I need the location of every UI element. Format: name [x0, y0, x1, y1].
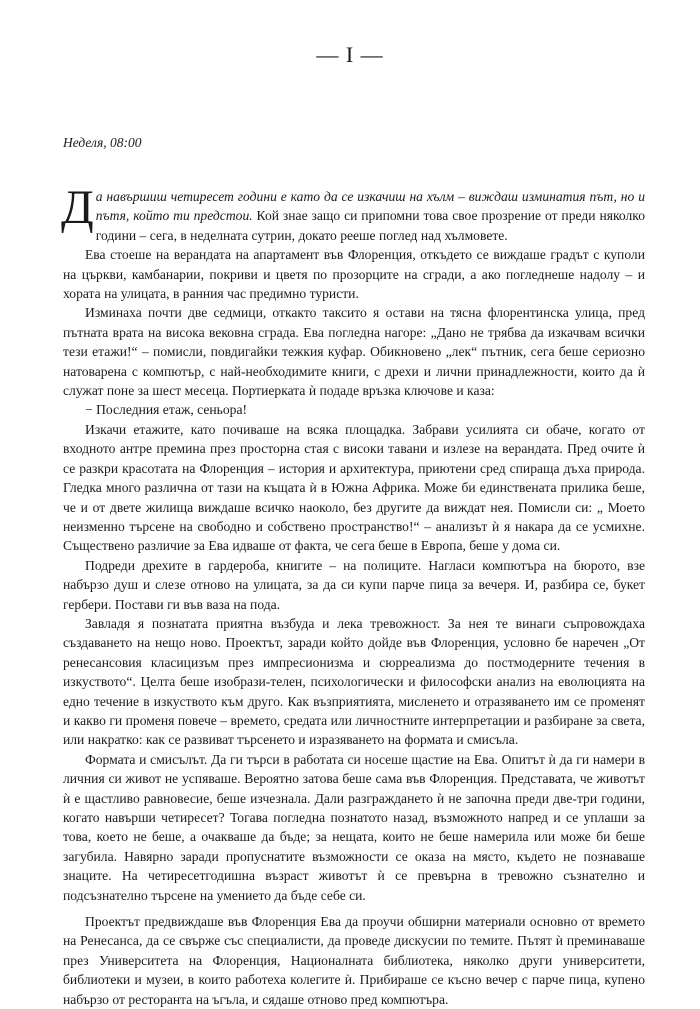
paragraph-6: Подреди дрехите в гардероба, книгите – на полиците. Нагласи компютъра на бюрото, взе набързо душ и слезе отново на улицата, за да си купи парче пица за вечеря. И, разбира се, букет гербери. Постави ги във ваза на пода.	[63, 557, 645, 612]
paragraph-1	[61, 181, 645, 245]
dateline: Неделя, 08:00	[63, 135, 142, 150]
drop-cap: Д	[61, 181, 94, 234]
paragraph-3: Изминаха почти две седмици, откакто таксито я остави на тясна флорентинска улица, пред пътната врата на висока вековна сграда. Ева погледна нагоре: „Дано не трябва да изкачвам всички тези етажи!“ – помисли, повдигайки тежкия куфар. Обикновено „лек“ пътник, сега беше сериозно натоварена с компютър, с най-необходимите книги, с дрехи и лични принадлежности, които да ѝ служат поне за шест месеца. Портиерката ѝ подаде връзка ключове и каза:	[63, 305, 645, 399]
paragraph-5: Изкачи етажите, като почиваше на всяка площадка. Забрави усилията си обаче, когато от входното антре премина през просторна стая с високи тавани и излезе на верандата. Пред очите ѝ се разкри красотата на Флоренция – история и архитектура, приютени сред спиращa дъха природа. Гледка много различна от тази на къщата ѝ в Южна Африка. Може би единствената прилика беше, че и от двете жилища виждаше всичко наоколо, без другите да виждат нея. Помисли си: „ Моето неизменно търсене на свободно и собствено пространство!“ – анализът ѝ я накара да се усмихне. Съществено различие за Ева идваше от факта, че сега беше в Европа, беше у дома си.	[63, 421, 645, 554]
chapter-title: — I —	[316, 42, 384, 67]
paragraph-2: Ева стоеше на верандата на апартамент във Флоренция, откъдето се виждаше градът с куполи на църкви, камбанарии, покриви и цветя по прозорците на сгради, а ако погледнеше надолу – и хората на улицата, в ранния час предимно туристи.	[63, 247, 645, 302]
body-text	[61, 181, 645, 1009]
opening-italic-sentence: а навършиш четиресет години е като да се изкачиш на хълм – виждаш изминатия път, но и пътя, който ти предстои.	[95, 189, 645, 224]
paragraph-8: Формата и смисълът. Да ги търси в работата си носеше щастие на Ева. Опитът ѝ да ги намери в личния си живот не успяваше. Вероятно затова беше сама във Флоренция. Представата, че животът ѝ е щастливо равновесие, беше изчезнала. Дали разграждането ѝ не започна преди две-три години, когато навърши четиресет? Тогава погледна познатото назад, възможното напред и се уплаши за това, което не беше, а очакваше да бъде; за нещата, които не беше намерила или може би беше загубила. Навярно заради пропуснатите възможности се оказа на място, където не познаваше знаците. На четиресетгодишна възраст животът ѝ се превърна в тревожно съзнателно и подсъзнателно търсене на умението да бъде себе си.	[63, 751, 645, 903]
paragraph-1-rest: Кой знае защо си припомни това свое прозрение от преди няколко години – сега, в неделната сутрин, докато рееше поглед над хълмовете.	[95, 208, 645, 243]
paragraph-9: Проектът предвиждаше във Флоренция Ева да проучи обширни материали основно от времето на Ренесанса, да се свърже със специалисти, да проведе дискусии по темите. Пътят ѝ преминаваше през Университета на Флоренция, Националната библиотека, няколко други университети, библиотеки и музеи, в които работеха колегите ѝ. Прибираше се късно вечер с парче пица, купено набързо от ресторанта на ъгъла, и сядаше отново пред компютъра.	[63, 914, 645, 1007]
paragraph-7: Завладя я познатата приятна възбуда и лека тревожност. За нея те винаги съпровождаха създаването на нещо ново. Проектът, заради който дойде във Флоренция, условно бе наречен „От ренесансовия класицизъм през импресионизма и сюрреализма до постмодерните течения в изкуството“. Целта беше изобрази-телен, психологически и философски анализ на еволюцията на едно течение в изкуството към друго. Как възприятията, мисленето и отразяването им се променят и какво ги променя повече – времето, средата или личностните интерпретации и разбиране за света, или накратко: как се развиват търсенето и изразяването на формата и смисъла.	[63, 615, 645, 748]
paragraph-4-dialogue: − Последния етаж, сеньора!	[85, 402, 248, 418]
